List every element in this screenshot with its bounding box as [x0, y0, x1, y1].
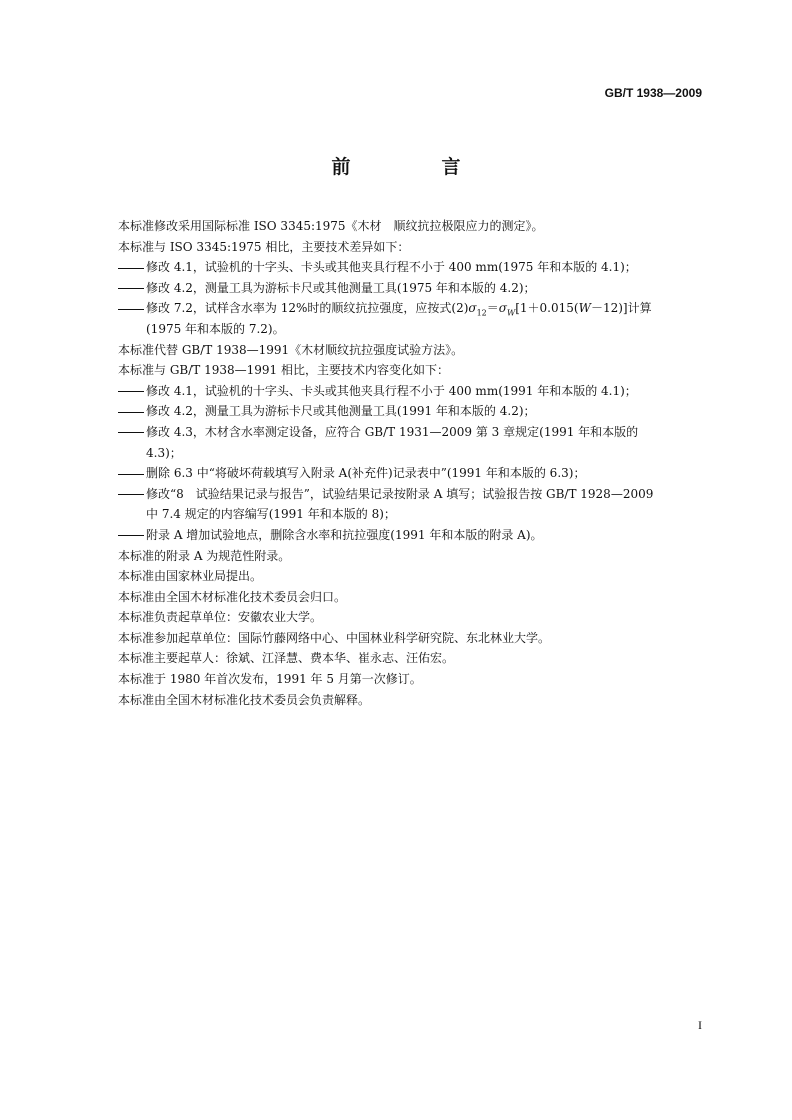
list-item-text: 附录 A 增加试验地点，删除含水率和抗拉强度(1991 年和本版的附录 A)。 [146, 527, 543, 542]
list-item [118, 525, 708, 546]
page-title: 前 言 [331, 156, 497, 178]
dash-mark [118, 406, 146, 418]
paragraph: 本标准的附录 A 为规范性附录。 [118, 548, 291, 563]
list-item-text: 修改 4.1，试验机的十字头、卡头或其他夹具行程不小于 400 mm(1991 年和本版的 4.1)； [146, 383, 637, 398]
dash-mark [118, 282, 146, 294]
standard-number: GB/T 1938—2009 [604, 86, 702, 100]
list-item-text: 修改 7.2，试样含水率为 12%时的顺纹抗拉强度，应按式(2) [146, 301, 469, 316]
list-item-continuation: (1975 年和本版的 7.2)。 [146, 321, 285, 336]
list-item-text: 修改 4.2，测量工具为游标卡尺或其他测量工具(1975 年和本版的 4.2)； [146, 280, 536, 295]
dash-mark [118, 303, 146, 315]
preface-body [118, 216, 708, 710]
list-item [118, 381, 708, 402]
dash-mark [118, 468, 146, 480]
dash-mark [118, 262, 146, 274]
list-item [118, 484, 708, 505]
paragraph: 本标准由国家林业局提出。 [118, 569, 263, 584]
list-item-text: 修改 4.3，木材含水率测定设备，应符合 GB/T 1931—2009 第 3 章规定(1991 年和本版的 [146, 424, 639, 439]
list-item [118, 257, 708, 278]
paragraph: 本标准于 1980 年首次发布，1991 年 5 月第一次修订。 [118, 672, 422, 687]
paragraph: 本标准由全国木材标准化技术委员会负责解释。 [118, 692, 371, 707]
page-number: I [698, 1018, 702, 1032]
list-item-text: 修改 4.2，测量工具为游标卡尺或其他测量工具(1991 年和本版的 4.2)； [146, 404, 536, 419]
dash-mark [118, 529, 146, 541]
formula: $\sigma_{12}=\sigma_W[1+0.015(W-12)]$计算 [468, 301, 652, 318]
dash-mark [118, 385, 146, 397]
list-item-continuation: 4.3)； [146, 445, 182, 460]
dash-mark [118, 488, 146, 500]
list-item-text: 修改 4.1，试验机的十字头、卡头或其他夹具行程不小于 400 mm(1975 年和本版的 4.1)； [146, 260, 637, 275]
paragraph: 本标准与 ISO 3345:1975 相比，主要技术差异如下： [118, 239, 410, 254]
paragraph: 本标准修改采用国际标准 ISO 3345:1975《木材 顺纹抗拉极限应力的测定》。 [118, 219, 544, 233]
list-item-continuation: 中 7.4 规定的内容编写(1991 年和本版的 8)； [146, 507, 396, 522]
list-item [118, 278, 708, 299]
paragraph: 本标准由全国木材标准化技术委员会归口。 [118, 589, 347, 604]
paragraph: 本标准与 GB/T 1938—1991 相比，主要技术内容变化如下： [118, 363, 449, 378]
list-item [118, 422, 708, 443]
paragraph: 本标准参加起草单位：国际竹藤网络中心、中国林业科学研究院、东北林业大学。 [118, 630, 551, 645]
paragraph: 本标准主要起草人：徐斌、江泽慧、费本华、崔永志、汪佑宏。 [118, 651, 455, 666]
paragraph: 本标准负责起草单位：安徽农业大学。 [118, 610, 323, 625]
list-item [118, 401, 708, 422]
list-item-text: 修改“8 试验结果记录与报告”，试验结果记录按附录 A 填写；试验报告按 GB/T 1928—2009 [146, 486, 654, 501]
list-item-text: 删除 6.3 中“将破坏荷载填写入附录 A(补充件)记录表中”(1991 年和本版的 6.3)； [146, 466, 586, 481]
list-item [118, 463, 708, 484]
list-item [118, 298, 708, 319]
dash-mark [118, 426, 146, 438]
paragraph: 本标准代替 GB/T 1938—1991《木材顺纹抗拉强度试验方法》。 [118, 342, 464, 357]
